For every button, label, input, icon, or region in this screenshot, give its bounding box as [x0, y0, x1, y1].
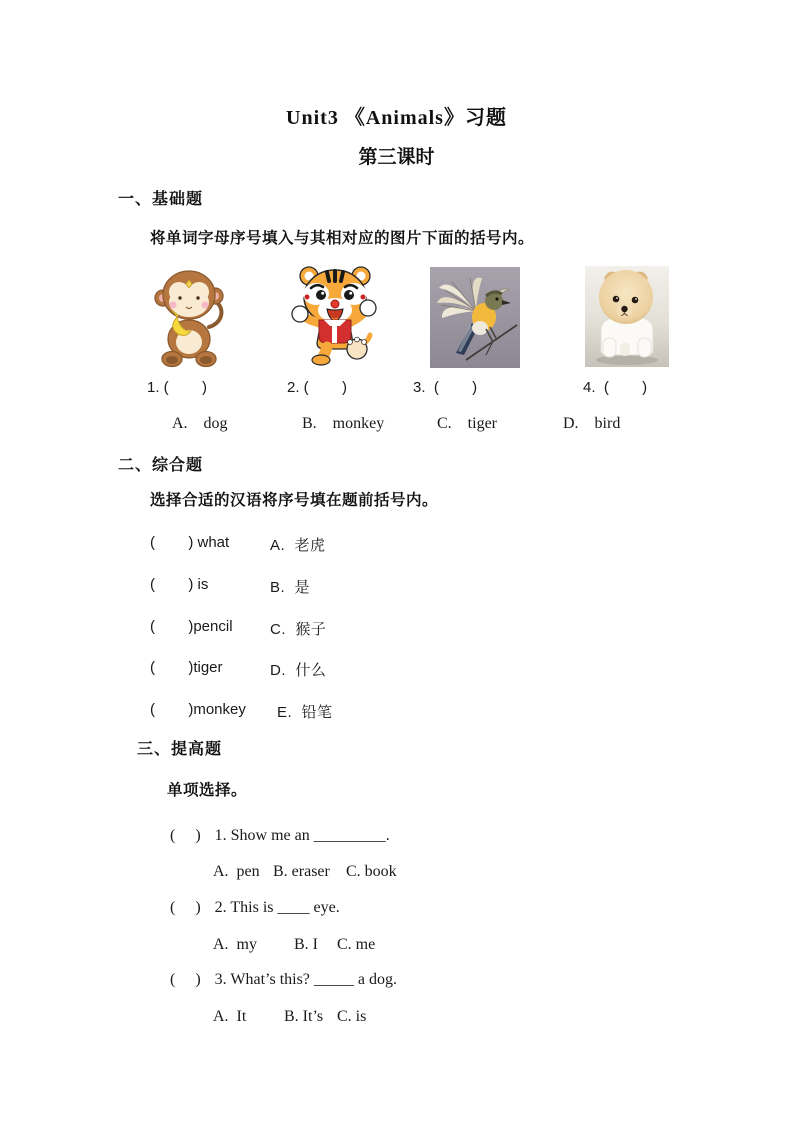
picture-tiger [283, 263, 385, 366]
option-c: C. book [346, 863, 397, 880]
answer-blank-4: 4. ( ) [583, 379, 648, 396]
question-3-text: 3. What’s this? _____ a dog. [214, 971, 398, 988]
section2-heading: 二、综合题 [118, 457, 204, 474]
question-3-bracket: ( ) [170, 971, 201, 988]
section1-heading: 一、基础题 [118, 191, 204, 208]
match-option-e: E. 铅笔 [277, 704, 333, 721]
answer-blank-1: 1. ( ) [147, 379, 208, 396]
question-3 [170, 971, 397, 989]
picture-bird [430, 267, 520, 368]
match-word-monkey: ( )monkey [150, 701, 246, 718]
option-b: B. It’s [284, 1008, 324, 1025]
question-2 [170, 899, 340, 917]
answer-blank-3: 3. ( ) [413, 379, 478, 396]
answer-blank-2: 2. ( ) [287, 379, 348, 396]
question-1-options [213, 863, 397, 881]
question-2-bracket: ( ) [170, 899, 201, 916]
word-option-c-tiger: C. tiger [437, 415, 497, 432]
question-2-options [213, 936, 375, 954]
question-3-options [213, 1008, 366, 1026]
option-c: C. is [337, 1008, 367, 1025]
match-option-a: A. 老虎 [270, 537, 326, 554]
section1-instruction: 将单词字母序号填入与其相对应的图片下面的括号内。 [150, 230, 535, 247]
option-a: A. my [213, 936, 257, 953]
option-b: B. eraser [273, 863, 330, 880]
option-a: A. It [213, 1008, 247, 1025]
word-option-d-bird: D. bird [563, 415, 621, 432]
match-option-d: D. 什么 [270, 662, 327, 679]
section2-instruction: 选择合适的汉语将序号填在题前括号内。 [150, 492, 439, 509]
match-word-is: ( ) is [150, 576, 209, 593]
picture-dog [585, 266, 669, 367]
word-option-a-dog: A. dog [172, 415, 228, 432]
match-word-tiger: ( )tiger [150, 659, 223, 676]
section3-instruction: 单项选择。 [167, 782, 248, 799]
question-1 [170, 827, 390, 845]
picture-monkey [152, 265, 227, 368]
match-option-b: B. 是 [270, 579, 311, 596]
question-1-bracket: ( ) [170, 827, 201, 844]
page-subtitle: 第三课时 [358, 147, 435, 168]
match-option-c: C. 猴子 [270, 621, 327, 638]
option-c: C. me [337, 936, 376, 953]
question-1-text: 1. Show me an _________. [214, 827, 390, 844]
match-word-pencil: ( )pencil [150, 618, 233, 635]
word-option-b-monkey: B. monkey [302, 415, 385, 432]
page-title: Unit3 《Animals》习题 [286, 107, 507, 129]
question-2-text: 2. This is ____ eye. [214, 899, 340, 916]
option-b: B. I [294, 936, 318, 953]
option-a: A. pen [213, 863, 260, 880]
section3-heading: 三、提高题 [137, 741, 223, 758]
match-word-what: ( ) what [150, 534, 230, 551]
